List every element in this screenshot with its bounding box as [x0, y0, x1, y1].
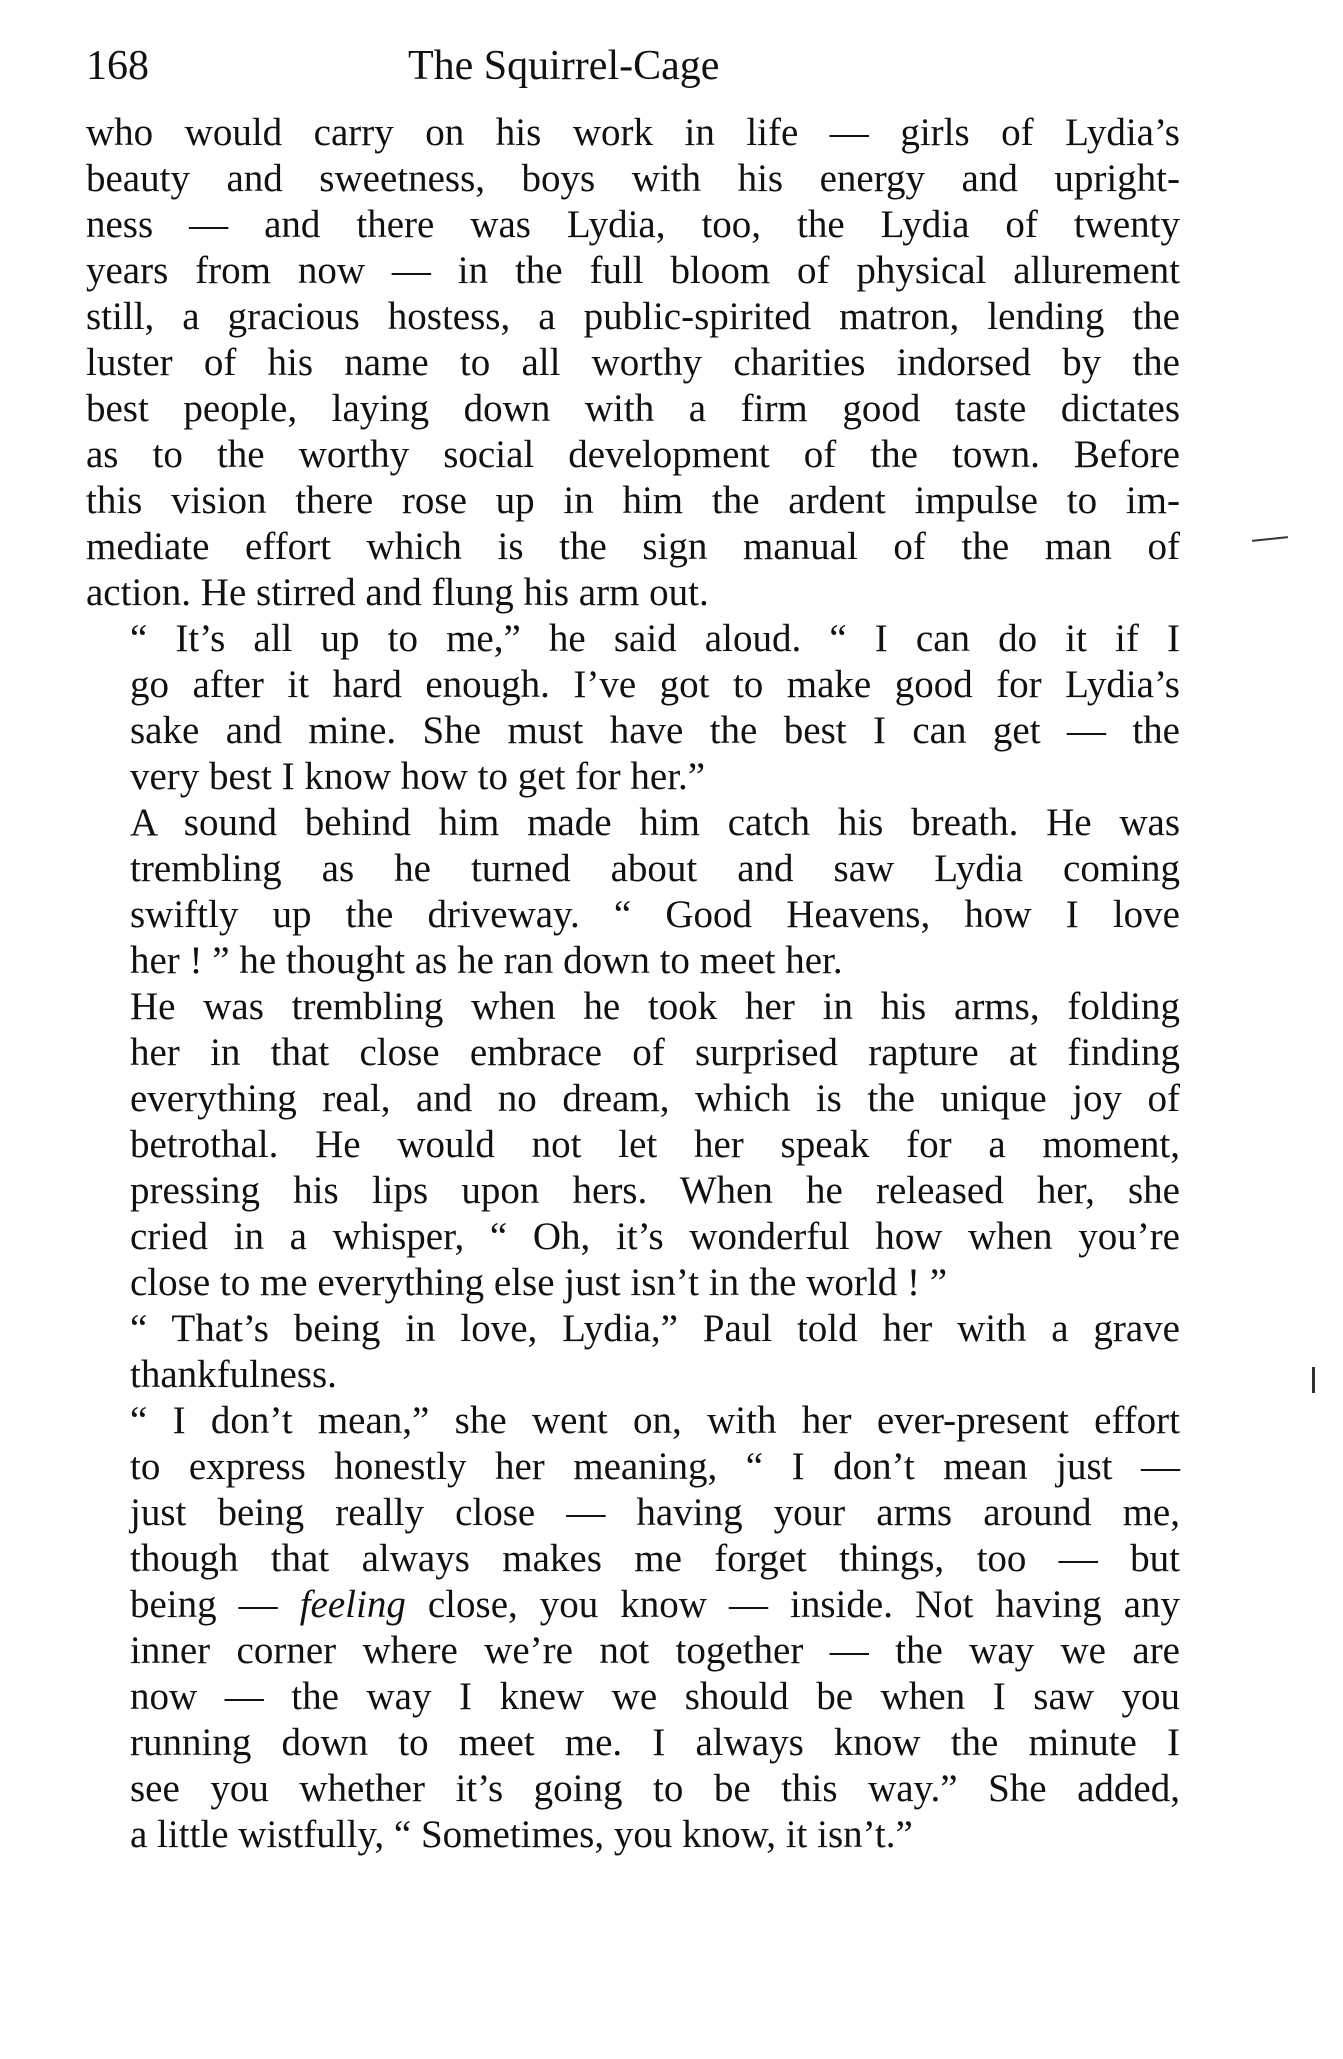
text-line: though that always makes me forget things, too — but [130, 1537, 1180, 1580]
text-line: her ! ” he thought as he ran down to meet her. [130, 939, 843, 982]
margin-bar-mark [1312, 1367, 1315, 1393]
margin-dash-mark [1252, 536, 1288, 542]
text-line: luster of his name to all worthy charities indorsed by the [86, 341, 1180, 384]
paragraph-5 [86, 1306, 1180, 1398]
paragraph-1 [86, 110, 1180, 616]
text-line: as to the worthy social development of the town. Before [86, 433, 1180, 476]
text-line: close to me everything else just isn’t in the world ! ” [130, 1261, 948, 1304]
text-line: to express honestly her meaning, “ I don’t mean just — [130, 1445, 1180, 1488]
text-line: “ I don’t mean,” she went on, with her ever-present effort [130, 1399, 1180, 1442]
text-line: thankfulness. [130, 1353, 337, 1396]
text-line: everything real, and no dream, which is the unique joy of [130, 1077, 1180, 1120]
text-line: pressing his lips upon hers. When he released her, she [130, 1169, 1180, 1212]
text-line: best people, laying down with a firm good taste dictates [86, 387, 1180, 430]
text-line: A sound behind him made him catch his breath. He was [130, 801, 1180, 844]
text-line: just being really close — having your arms around me, [130, 1491, 1180, 1534]
text-run: being — [130, 1583, 300, 1626]
text-line: betrothal. He would not let her speak for a moment, [130, 1123, 1180, 1166]
page-number: 168 [86, 43, 149, 89]
text-line: beauty and sweetness, boys with his energy and upright- [86, 157, 1180, 200]
text-line: action. He stirred and flung his arm out. [86, 571, 709, 614]
text-line: this vision there rose up in him the ardent impulse to im- [86, 479, 1180, 522]
page-header [86, 34, 1180, 98]
text-line: sake and mine. She must have the best I can get — the [130, 709, 1180, 752]
text-line: inner corner where we’re not together — the way we are [130, 1629, 1180, 1672]
text-line: “ It’s all up to me,” he said aloud. “ I can do it if I [130, 617, 1180, 660]
text-line: see you whether it’s going to be this way.” She added, [130, 1767, 1180, 1810]
paragraph-6 [86, 1398, 1180, 1858]
text-line: who would carry on his work in life — girls of Lydia’s [86, 111, 1180, 154]
text-line: mediate effort which is the sign manual of the man of [86, 525, 1180, 568]
body-text [86, 110, 1180, 1858]
running-title: The Squirrel-Cage [408, 43, 720, 89]
text-line: a little wistfully, “ Sometimes, you know, it isn’t.” [130, 1813, 913, 1856]
text-line-with-italic [86, 1582, 1180, 1628]
book-page [86, 34, 1180, 1858]
text-line: cried in a whisper, “ Oh, it’s wonderful how when you’re [130, 1215, 1180, 1258]
text-line: He was trembling when he took her in his arms, folding [130, 985, 1180, 1028]
paragraph-3 [86, 800, 1180, 984]
paragraph-4 [86, 984, 1180, 1306]
text-line: very best I know how to get for her.” [130, 755, 706, 798]
text-line: ness — and there was Lydia, too, the Lydia of twenty [86, 203, 1180, 246]
text-line: running down to meet me. I always know the minute I [130, 1721, 1180, 1764]
text-line: still, a gracious hostess, a public-spirited matron, lending the [86, 295, 1180, 338]
text-line: “ That’s being in love, Lydia,” Paul told her with a grave [130, 1307, 1180, 1350]
italic-word: feeling [299, 1583, 406, 1626]
text-run: close, you know — inside. Not having any [405, 1583, 1180, 1626]
paragraph-2 [86, 616, 1180, 800]
text-line: swiftly up the driveway. “ Good Heavens, how I love [130, 893, 1180, 936]
text-line: go after it hard enough. I’ve got to make good for Lydia’s [130, 663, 1180, 706]
text-line: her in that close embrace of surprised rapture at finding [130, 1031, 1180, 1074]
text-line: trembling as he turned about and saw Lydia coming [130, 847, 1180, 890]
text-line: years from now — in the full bloom of physical allurement [86, 249, 1180, 292]
text-line: now — the way I knew we should be when I saw you [130, 1675, 1180, 1718]
